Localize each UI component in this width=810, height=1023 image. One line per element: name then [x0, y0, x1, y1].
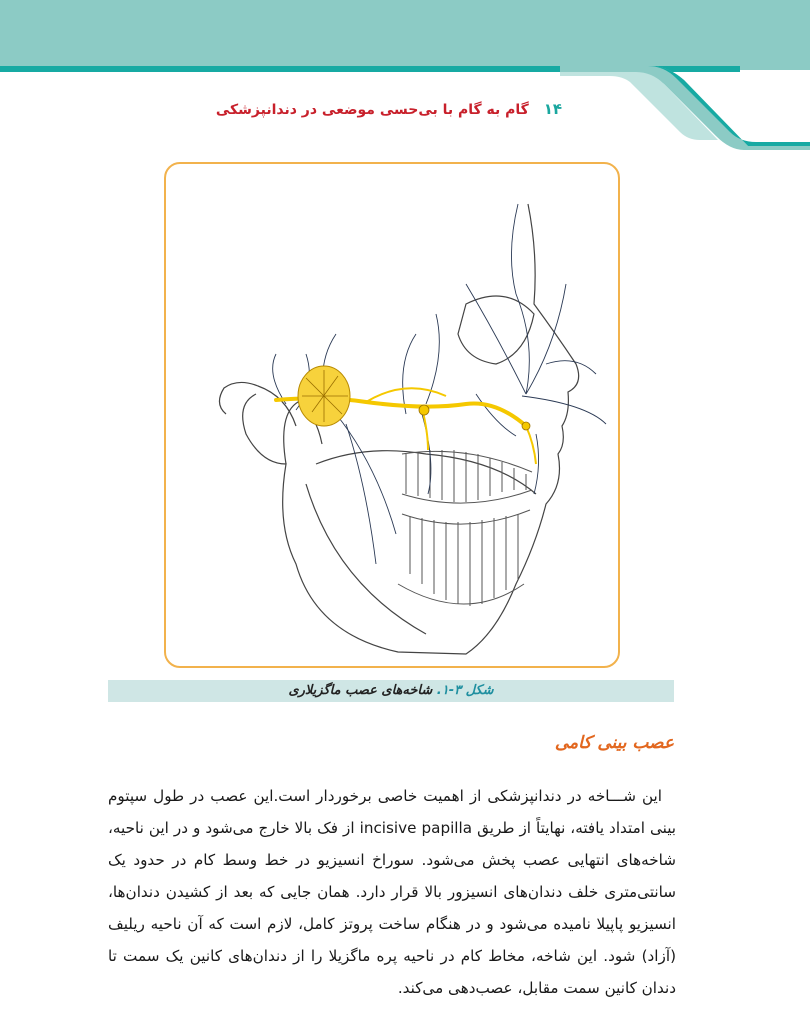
section-heading: عصب بینی کامی	[554, 733, 674, 753]
book-title: گام به گام با بی‌حسی موضعی در دندانپزشکی	[215, 102, 529, 118]
page-number: ۱۴	[543, 100, 562, 118]
caption-text: شاخه‌های عصب ماگزیلاری	[288, 683, 437, 698]
body-paragraph: این شـــاخه در دندانپزشکی از اهمیت خاصی برخوردار است.این عصب در طول سپتوم بینی امتداد یافته، نهایتاً از طریق incisive papilla از فک بالا خارج می‌شود و در این ناحیه، شاخه‌های انتهایی عصب پخش می‌شود. سوراخ انسیزیو در خط وسط کام در حدود یک سانتی‌متری خلف دندان‌های انسیزور بالا قرار دارد. همان جایی که بعد از کشیدن دندان‌ها، انسیزیو پاپیلا نامیده می‌شود و در هنگام ساخت پروتز کامل، لازم است که آن ناحیه ریلیف (آزاد) شود. این شاخه، مخاط کام در ناحیه پره ماگزیلا را از دندان‌های کانین یک سمت تا دندان کانین سمت مقابل، عصب‌دهی می‌کند.	[108, 787, 677, 998]
figure-frame	[164, 162, 620, 668]
figure-caption	[108, 680, 674, 702]
header-band	[0, 0, 810, 150]
caption-label: شکل ۳-۱.	[436, 683, 494, 698]
maxillary-nerve-illustration-icon	[166, 164, 618, 666]
running-head	[216, 100, 562, 118]
